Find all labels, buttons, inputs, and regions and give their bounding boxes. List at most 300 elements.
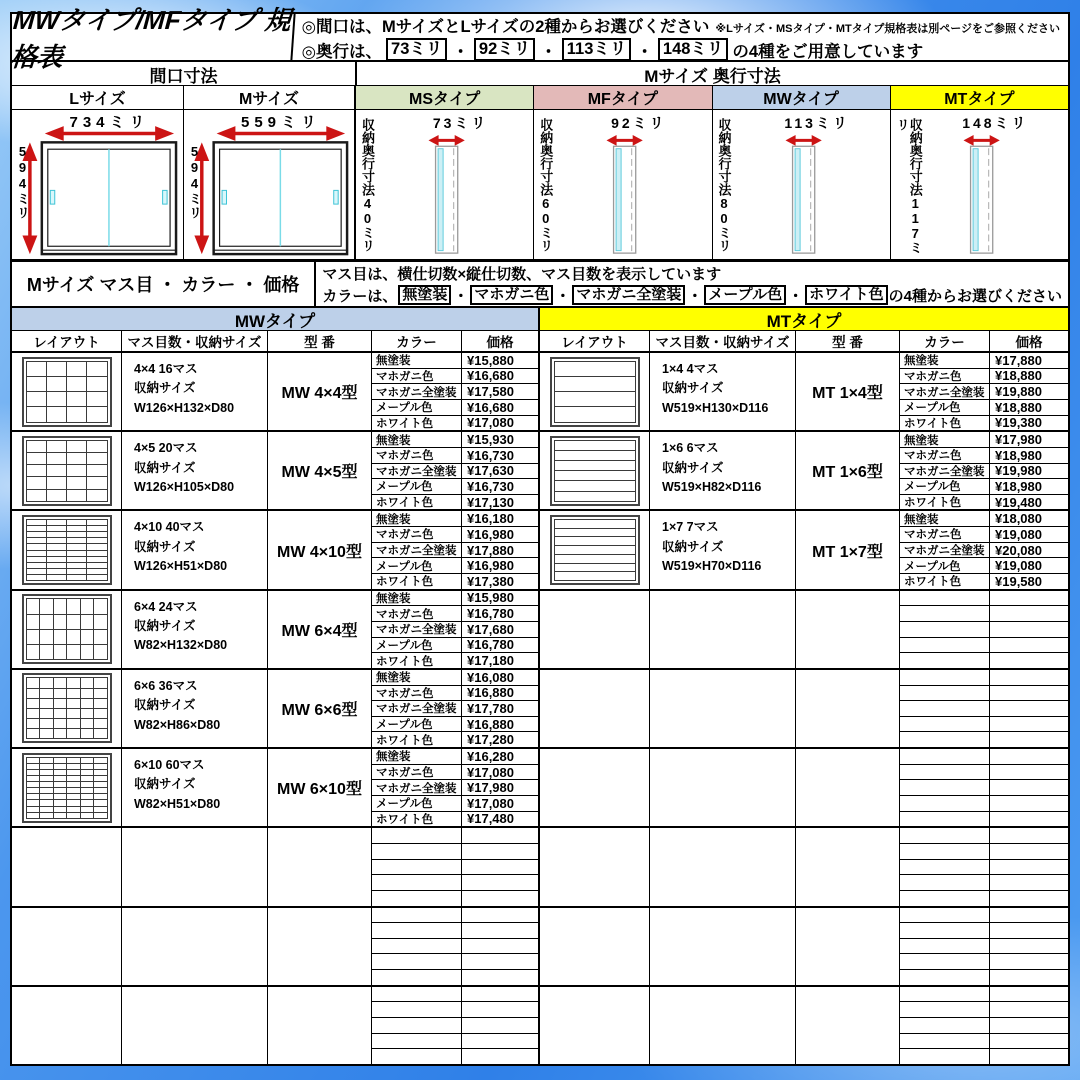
color-option-name (372, 970, 462, 985)
color-option-name (372, 828, 462, 843)
color-option-name: 無塗装 (372, 432, 462, 447)
price-section-title: Mサイズ マス目 ・ カラー ・ 価格 (12, 262, 316, 306)
color-option-name (900, 908, 990, 923)
price-value (990, 1034, 1068, 1049)
dimensions-label: W126×H105×D80 (134, 479, 235, 494)
price-value: ¥17,180 (467, 653, 514, 669)
color-option-name (900, 606, 990, 621)
masume-cell (650, 432, 796, 509)
color-price-row (372, 685, 538, 701)
price-value: ¥19,580 (995, 573, 1042, 589)
depth-separator: ・ (636, 42, 653, 61)
storage-depth-note: 収納奥行寸法40ミリ (360, 118, 375, 252)
color-price-group (900, 591, 1068, 668)
color-price-row (372, 749, 538, 764)
color-option-name (900, 891, 990, 906)
color-price-row (900, 415, 1068, 431)
price-value (990, 987, 1068, 1002)
color-price-row (372, 670, 538, 685)
price-value (462, 939, 538, 954)
color-option-name (900, 923, 990, 938)
color-option-name: メープル色 (900, 558, 990, 573)
type-header-MF: MFタイプ (534, 86, 712, 109)
color-price-row (372, 591, 538, 606)
price-tables (12, 308, 1068, 1064)
model-number (268, 987, 372, 1064)
price-value: ¥17,980 (995, 432, 1042, 448)
price-value: ¥18,980 (995, 478, 1042, 494)
dimensions-label: W82×H51×D80 (134, 796, 221, 811)
color-price-group (372, 591, 538, 668)
color-price-row (372, 573, 538, 589)
layout-cell (540, 828, 650, 905)
color-price-row (900, 779, 1068, 795)
layout-cell (540, 353, 650, 430)
storage-size-label: 収納サイズ (662, 539, 724, 554)
price-value (462, 908, 538, 923)
price-value (462, 828, 538, 843)
layout-cell (540, 908, 650, 985)
table-banner-MT: MTタイプ (540, 308, 1068, 331)
color-option-name (372, 1002, 462, 1017)
size-diagram-M (184, 110, 356, 259)
color-price-row (900, 700, 1068, 716)
color-price-row (372, 1001, 538, 1017)
masume-cell (650, 591, 796, 668)
model-number: MT 1×6型 (796, 432, 900, 509)
price-value (462, 970, 538, 985)
price-value (990, 717, 1068, 732)
price-value: ¥18,880 (995, 368, 1042, 384)
price-value: ¥19,880 (995, 384, 1042, 400)
color-option-name (372, 939, 462, 954)
column-header-row (12, 331, 538, 353)
depth-dimension-label: 113ミリ (784, 115, 850, 131)
cells-count-label: 1×7 7マス (662, 520, 719, 535)
color-option-name: マホガニ色 (372, 527, 462, 542)
color-price-row (900, 1017, 1068, 1033)
color-price-row (372, 700, 538, 716)
price-value: ¥16,880 (467, 685, 514, 701)
layout-cell (12, 749, 122, 826)
color-price-row (900, 542, 1068, 558)
price-value (462, 954, 538, 969)
price-value (990, 653, 1068, 668)
type-diagram-MS (356, 110, 534, 259)
empty-row (540, 668, 1068, 747)
color-option-name (900, 1002, 990, 1017)
color-option-name: マホガニ全塗装 (900, 384, 990, 399)
color-price-row (372, 1048, 538, 1064)
dimensions-label: W519×H70×D116 (662, 559, 762, 574)
model-number (796, 670, 900, 747)
color-option-name (372, 1049, 462, 1064)
masume-cell (650, 908, 796, 985)
masume-cell (122, 670, 268, 747)
product-row (12, 353, 538, 430)
masume-cell (650, 353, 796, 430)
price-value: ¥17,780 (467, 700, 514, 716)
price-value: ¥18,080 (995, 511, 1042, 527)
color-option-name: メープル色 (372, 717, 462, 732)
cabinet-diagram (184, 110, 354, 259)
color-option-name (900, 954, 990, 969)
layout-cell (12, 511, 122, 588)
color-option-name (372, 908, 462, 923)
model-number (796, 749, 900, 826)
price-value (990, 1049, 1068, 1064)
price-value: ¥17,580 (467, 384, 514, 400)
color-price-group (900, 432, 1068, 509)
color-option-name (900, 686, 990, 701)
color-option-list (397, 285, 888, 306)
header-row (9, 5, 1068, 72)
color-note-suffix: の4種からお選びください (888, 287, 1062, 305)
cells-count-label: 1×4 4マス (662, 362, 719, 376)
price-value (462, 1018, 538, 1033)
cells-count-label: 4×10 40マス (134, 520, 205, 535)
color-price-row (372, 1033, 538, 1049)
color-option-name: マホガニ色 (372, 369, 462, 384)
color-option-name (372, 891, 462, 906)
price-value: ¥15,880 (467, 352, 514, 368)
layout-cell (540, 987, 650, 1064)
color-option-name (900, 875, 990, 890)
price-value (990, 1002, 1068, 1017)
empty-row (540, 906, 1068, 985)
color-price-row (900, 969, 1068, 985)
product-row (12, 668, 538, 747)
color-price-group (900, 353, 1068, 430)
price-value (462, 923, 538, 938)
color-option-name (372, 844, 462, 859)
dimensions-label: W519×H130×D116 (662, 400, 769, 415)
color-price-row (900, 764, 1068, 780)
color-option-name: 無塗装 (372, 511, 462, 526)
layout-cell (540, 670, 650, 747)
depth-separator: ・ (540, 42, 557, 61)
color-price-row (372, 637, 538, 653)
model-number: MW 6×10型 (268, 749, 372, 826)
color-price-row (900, 1001, 1068, 1017)
color-option-name (900, 828, 990, 843)
color-option-name: マホガニ全塗装 (372, 622, 462, 637)
color-option-name: マホガニ色 (900, 527, 990, 542)
color-option-name (900, 591, 990, 606)
color-option-name: メープル色 (372, 796, 462, 811)
price-value (990, 670, 1068, 685)
color-option-name: メープル色 (372, 638, 462, 653)
color-price-row (372, 463, 538, 479)
depth-option: 148ミリ (658, 38, 729, 60)
color-price-row (900, 557, 1068, 573)
page-title: MWタイプ/MFタイプ 規格表 (10, 14, 295, 60)
color-price-row (372, 494, 538, 510)
color-option-name: 無塗装 (372, 749, 462, 764)
price-value: ¥16,280 (467, 748, 514, 764)
price-value: ¥15,930 (467, 432, 514, 448)
color-option-name (900, 970, 990, 985)
color-separator: ・ (788, 287, 804, 305)
width-dimension-label: 734ミリ (69, 114, 150, 131)
column-header: マス目数・収納サイズ (122, 331, 268, 351)
dimensions-label: W126×H132×D80 (134, 400, 235, 415)
type-header-MS: MSタイプ (356, 86, 534, 109)
model-number: MT 1×7型 (796, 511, 900, 588)
layout-grid-icon (22, 673, 112, 743)
color-price-row (372, 969, 538, 985)
storage-depth-note: 収納奥行寸法60ミリ (538, 118, 554, 252)
color-option-name: マホガニ全塗装 (372, 464, 462, 479)
color-price-group (900, 828, 1068, 905)
empty-row (12, 985, 538, 1064)
color-option-name: メープル色 (372, 479, 462, 494)
layout-cell (540, 511, 650, 588)
color-option-name (372, 954, 462, 969)
masume-cell (650, 670, 796, 747)
table-banner-MW: MWタイプ (12, 308, 538, 331)
price-value: ¥16,980 (467, 558, 514, 574)
masume-cell (122, 987, 268, 1064)
storage-size-label: 収納サイズ (134, 698, 196, 713)
color-note-prefix: カラーは、 (322, 287, 398, 305)
layout-cell (12, 353, 122, 430)
price-value: ¥16,180 (467, 511, 514, 527)
color-option: マホガニ色 (470, 285, 553, 306)
storage-size-label: 収納サイズ (134, 460, 196, 475)
color-option-name (900, 638, 990, 653)
color-option-name (900, 844, 990, 859)
empty-row (540, 589, 1068, 668)
color-price-row (372, 432, 538, 447)
empty-row (540, 985, 1068, 1064)
masume-cell (650, 987, 796, 1064)
color-price-row (900, 353, 1068, 368)
price-value (990, 732, 1068, 747)
color-price-row (900, 1048, 1068, 1064)
color-price-row (900, 652, 1068, 668)
color-price-row (372, 987, 538, 1002)
color-price-row (372, 447, 538, 463)
color-price-group (372, 908, 538, 985)
color-option-name: ホワイト色 (900, 416, 990, 431)
masume-cell (650, 511, 796, 588)
color-price-row (372, 922, 538, 938)
color-option-name: マホガニ色 (372, 765, 462, 780)
empty-row (540, 826, 1068, 905)
color-price-row (372, 874, 538, 890)
column-header: マス目数・収納サイズ (650, 331, 796, 351)
type-diagram-MT (891, 110, 1068, 259)
price-value (990, 860, 1068, 875)
storage-size-label: 収納サイズ (134, 777, 196, 792)
layout-grid-icon (550, 357, 640, 427)
masume-cell (122, 432, 268, 509)
type-diagram-MF (534, 110, 712, 259)
color-price-row (372, 415, 538, 431)
depth-option: 113ミリ (562, 38, 632, 60)
storage-size-label: 収納サイズ (662, 460, 724, 475)
color-option-name (900, 653, 990, 668)
color-option-name: マホガニ色 (372, 606, 462, 621)
layout-cell (12, 432, 122, 509)
color-option: 無塗装 (398, 285, 451, 306)
color-option-name (372, 875, 462, 890)
color-price-row (900, 383, 1068, 399)
color-option-name: マホガニ全塗装 (372, 384, 462, 399)
price-value: ¥17,080 (467, 764, 514, 780)
color-option-name (900, 701, 990, 716)
model-number: MT 1×4型 (796, 353, 900, 430)
layout-grid-icon (22, 436, 112, 506)
price-value: ¥19,080 (995, 558, 1042, 574)
color-option-name: マホガニ色 (372, 448, 462, 463)
price-value: ¥16,730 (467, 478, 514, 494)
color-option: マホガニ全塗装 (572, 285, 685, 306)
price-value (462, 891, 538, 906)
layout-cell (12, 670, 122, 747)
product-row (12, 509, 538, 588)
cells-count-label: 6×4 24マス (134, 599, 198, 614)
color-option-name (900, 796, 990, 811)
color-option-name: ホワイト色 (372, 495, 462, 510)
color-price-group (372, 828, 538, 905)
color-option-name: マホガニ全塗装 (372, 780, 462, 795)
color-price-row (372, 526, 538, 542)
color-option-name: マホガニ全塗装 (372, 543, 462, 558)
price-value (990, 844, 1068, 859)
depth-dimension-label: 92ミリ (611, 115, 667, 131)
color-option-name (900, 987, 990, 1002)
color-price-row (900, 1033, 1068, 1049)
masume-note: マス目は、横仕切数×縦仕切数、マス目数を表示しています (322, 265, 722, 283)
frontage-section-title: 間口寸法 (12, 62, 357, 85)
depth-option-list (382, 38, 732, 62)
price-value (462, 860, 538, 875)
layout-grid-icon (550, 436, 640, 506)
color-price-row (372, 353, 538, 368)
spec-sheet (9, 5, 1070, 1066)
model-number: MW 4×10型 (268, 511, 372, 588)
color-price-row (372, 368, 538, 384)
color-price-row (900, 670, 1068, 685)
price-value: ¥17,080 (467, 795, 514, 811)
color-price-row (900, 874, 1068, 890)
masume-cell (122, 908, 268, 985)
storage-size-label: 収納サイズ (134, 539, 196, 554)
price-value (990, 1018, 1068, 1033)
storage-depth-note: 収納奥行寸法117ミリ (894, 118, 923, 254)
price-value (990, 591, 1068, 606)
empty-row (540, 747, 1068, 826)
layout-grid-icon (550, 515, 640, 585)
empty-row (12, 826, 538, 905)
size-type-label-row (12, 86, 1068, 110)
price-value: ¥17,130 (467, 494, 514, 510)
price-value: ¥15,980 (467, 590, 514, 606)
dimensions-label: W519×H82×D116 (662, 479, 762, 494)
color-price-row (900, 731, 1068, 747)
price-value: ¥16,730 (467, 447, 514, 463)
color-option: メープル色 (704, 285, 786, 306)
price-value: ¥19,980 (995, 463, 1042, 479)
price-value: ¥17,080 (467, 415, 514, 431)
color-option-name (372, 1034, 462, 1049)
color-price-row (900, 637, 1068, 653)
price-value: ¥16,780 (467, 606, 514, 622)
height-dimension-label: 594ミリ (15, 144, 30, 220)
width-dimension-label: 559ミリ (240, 114, 322, 131)
color-price-row (372, 511, 538, 526)
layout-cell (12, 591, 122, 668)
color-note (322, 285, 1062, 306)
color-price-row (372, 953, 538, 969)
color-option-name (900, 1018, 990, 1033)
color-separator: ・ (555, 287, 571, 305)
color-price-row (372, 938, 538, 954)
price-value: ¥20,080 (995, 542, 1042, 558)
color-option-name: マホガニ色 (900, 448, 990, 463)
color-price-row (900, 843, 1068, 859)
color-price-row (900, 938, 1068, 954)
color-price-group (372, 353, 538, 430)
column-header: 型 番 (796, 331, 900, 351)
color-price-row (900, 685, 1068, 701)
color-price-row (900, 432, 1068, 447)
color-option-name (900, 812, 990, 827)
depth-note (302, 38, 1060, 62)
masume-cell (122, 511, 268, 588)
price-value: ¥17,630 (467, 463, 514, 479)
cells-count-label: 6×6 36マス (134, 678, 198, 693)
price-value: ¥17,280 (467, 732, 514, 748)
price-value (990, 970, 1068, 985)
price-value (990, 765, 1068, 780)
column-header: カラー (900, 331, 990, 351)
color-option-name (900, 860, 990, 875)
product-row (540, 509, 1068, 588)
price-value: ¥17,480 (467, 811, 514, 827)
color-option-name: マホガニ色 (900, 369, 990, 384)
color-option-name: 無塗装 (900, 432, 990, 447)
color-price-row (900, 573, 1068, 589)
price-value (990, 749, 1068, 764)
color-price-row (372, 828, 538, 843)
price-value (990, 638, 1068, 653)
depth-option: 92ミリ (474, 38, 535, 60)
color-price-row (900, 478, 1068, 494)
price-value (462, 1034, 538, 1049)
color-price-row (900, 716, 1068, 732)
color-option-name: マホガニ全塗装 (900, 543, 990, 558)
color-option-name: マホガニ色 (372, 686, 462, 701)
product-row (12, 589, 538, 668)
color-price-row (372, 383, 538, 399)
layout-cell (540, 432, 650, 509)
depth-section-title: Mサイズ 奥行寸法 (644, 67, 781, 86)
price-value (990, 606, 1068, 621)
price-value (990, 828, 1068, 843)
color-price-group (900, 749, 1068, 826)
color-option-name: ホワイト色 (900, 495, 990, 510)
price-value: ¥17,880 (995, 352, 1042, 368)
depth-option: 73ミリ (386, 38, 447, 60)
color-price-row (372, 1017, 538, 1033)
table-rows (540, 353, 1068, 1064)
color-price-group (372, 511, 538, 588)
depth-dimension-label: 73ミリ (432, 115, 489, 131)
layout-cell (12, 987, 122, 1064)
